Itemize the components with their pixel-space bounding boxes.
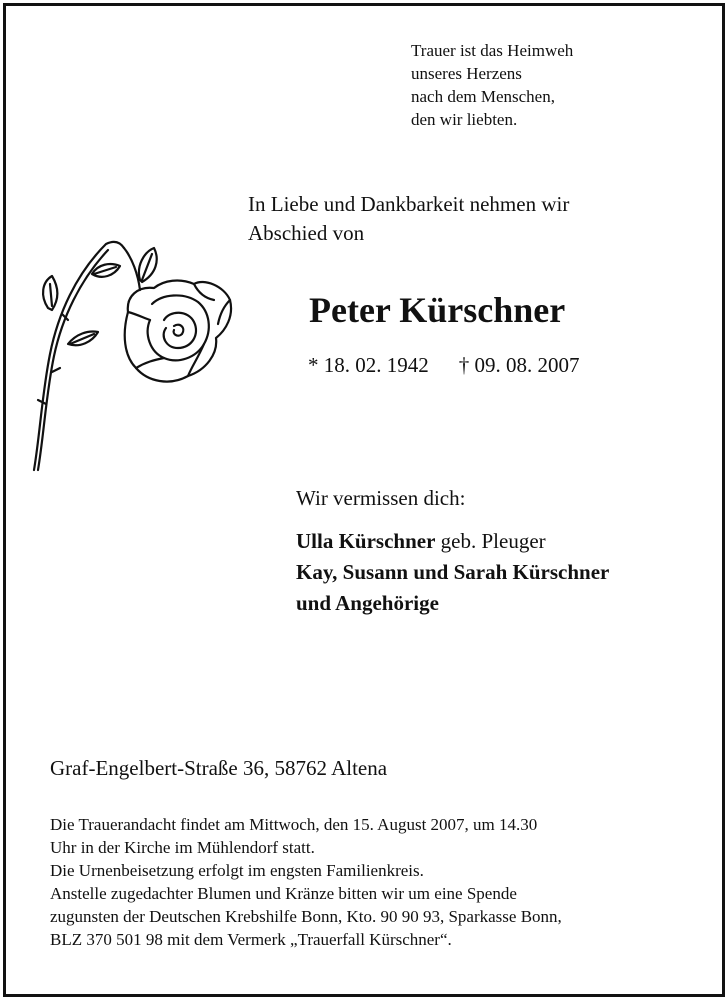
notes-line: BLZ 370 501 98 mit dem Vermerk „Trauerfall Kürschner“.: [50, 930, 452, 949]
rose-icon: [28, 234, 238, 474]
obituary-frame: [3, 3, 725, 997]
intro-line: In Liebe und Dankbarkeit nehmen wir: [248, 192, 570, 216]
family-heading: Wir vermissen dich:: [296, 486, 466, 510]
spouse-name: Ulla Kürschner: [296, 529, 436, 553]
family-line: [296, 526, 609, 557]
notes-line: zugunsten der Deutschen Krebshilfe Bonn, Kto. 90 90 93, Sparkasse Bonn,: [50, 907, 562, 926]
birth-date: * 18. 02. 1942: [308, 353, 429, 377]
quote-line: nach dem Menschen,: [411, 87, 555, 106]
notes-line: Die Trauerandacht findet am Mittwoch, den 15. August 2007, um 14.30: [50, 815, 538, 834]
death-date: † 09. 08. 2007: [458, 353, 580, 377]
life-dates: [308, 353, 580, 378]
spouse-birth-name: geb. Pleuger: [435, 529, 546, 553]
address: Graf-Engelbert-Straße 36, 58762 Altena: [50, 756, 388, 780]
intro-text: [248, 190, 569, 248]
family-line: [296, 588, 609, 619]
quote-line: unseres Herzens: [411, 64, 522, 83]
service-notes: [50, 813, 562, 951]
family-line: [296, 557, 609, 588]
intro-line: Abschied von: [248, 221, 365, 245]
quote-line: den wir liebten.: [411, 110, 518, 129]
children-names: Kay, Susann und Sarah Kürschner: [296, 560, 610, 584]
deceased-name: Peter Kürschner: [309, 290, 566, 330]
memorial-quote: [411, 39, 573, 131]
quote-line: Trauer ist das Heimweh: [411, 41, 574, 60]
relatives: und Angehörige: [296, 591, 439, 615]
notes-line: Anstelle zugedachter Blumen und Kränze bitten wir um eine Spende: [50, 884, 517, 903]
notes-line: Die Urnenbeisetzung erfolgt im engsten Familienkreis.: [50, 861, 424, 880]
notes-line: Uhr in der Kirche im Mühlendorf statt.: [50, 838, 315, 857]
family-signatures: [296, 526, 609, 619]
